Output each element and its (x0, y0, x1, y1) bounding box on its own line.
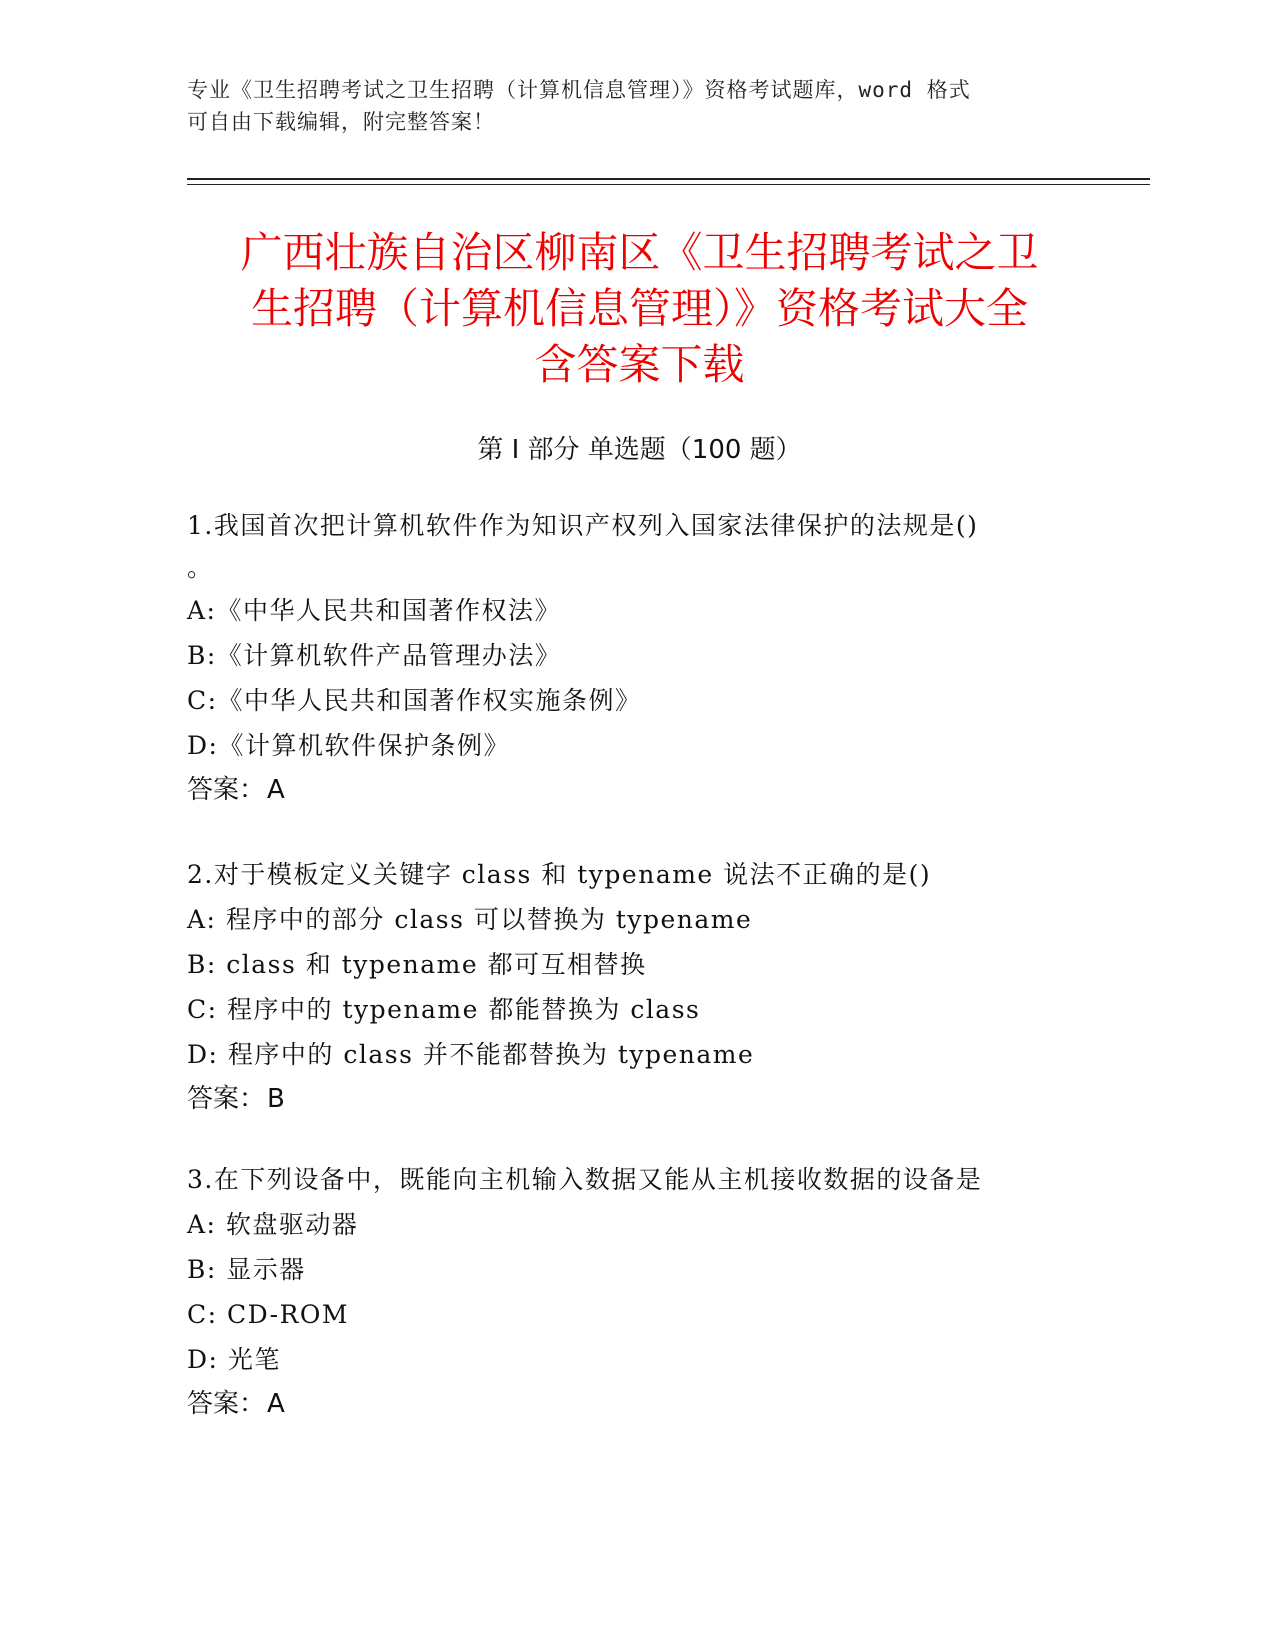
option-a: A: 软盘驱动器 (187, 1210, 359, 1239)
header-note-line-2: 可自由下载编辑，附完整答案！ (187, 110, 495, 134)
option-a: A: 程序中的部分 class 可以替换为 typename (187, 905, 753, 934)
title-line-1: 广西壮族自治区柳南区《卫生招聘考试之卫 (240, 228, 1039, 277)
header-rule-thick (187, 178, 1150, 180)
option-b: B:《计算机软件产品管理办法》 (187, 641, 562, 670)
option-d: D: 光笔 (187, 1345, 281, 1374)
header-rule-thin (187, 184, 1150, 185)
answer-value: B (267, 1084, 285, 1114)
option-d: D: 程序中的 class 并不能都替换为 typename (187, 1040, 755, 1069)
option-a: A:《中华人民共和国著作权法》 (187, 596, 561, 625)
option-c: C:《中华人民共和国著作权实施条例》 (187, 686, 642, 715)
document-title (187, 225, 1092, 393)
title-line-3: 含答案下载 (534, 340, 745, 389)
answer-label: 答案： (187, 775, 266, 805)
answer-line (187, 1077, 1092, 1122)
answer-label: 答案： (187, 1389, 266, 1419)
option-c: C: 程序中的 typename 都能替换为 class (187, 995, 701, 1024)
option-b: B: class 和 typename 都可互相替换 (187, 950, 647, 979)
answer-value: A (267, 775, 285, 805)
option-d: D:《计算机软件保护条例》 (187, 731, 510, 760)
question-3 (187, 1157, 1092, 1427)
section-heading: 第 I 部分 单选题（100 题） (477, 435, 802, 465)
answer-line (187, 1382, 1092, 1427)
question-1 (187, 503, 1092, 813)
header-note (187, 74, 1067, 138)
question-stem: 2.对于模板定义关键字 class 和 typename 说法不正确的是() (187, 860, 932, 889)
question-stem: 3.在下列设备中，既能向主机输入数据又能从主机接收数据的设备是 (187, 1165, 983, 1194)
option-b: B: 显示器 (187, 1255, 306, 1284)
question-stem: 1.我国首次把计算机软件作为知识产权列入国家法律保护的法规是() (187, 511, 979, 540)
answer-line (187, 768, 1092, 813)
answer-label: 答案： (187, 1084, 266, 1114)
header-note-line-1: 专业《卫生招聘考试之卫生招聘（计算机信息管理）》资格考试题库，word 格式 (187, 78, 971, 102)
option-c: C: CD-ROM (187, 1300, 349, 1329)
question-stem-continuation: 。 (187, 553, 214, 582)
question-2 (187, 852, 1092, 1122)
answer-value: A (267, 1389, 285, 1419)
title-line-2: 生招聘（计算机信息管理）》资格考试大全 (250, 284, 1028, 333)
